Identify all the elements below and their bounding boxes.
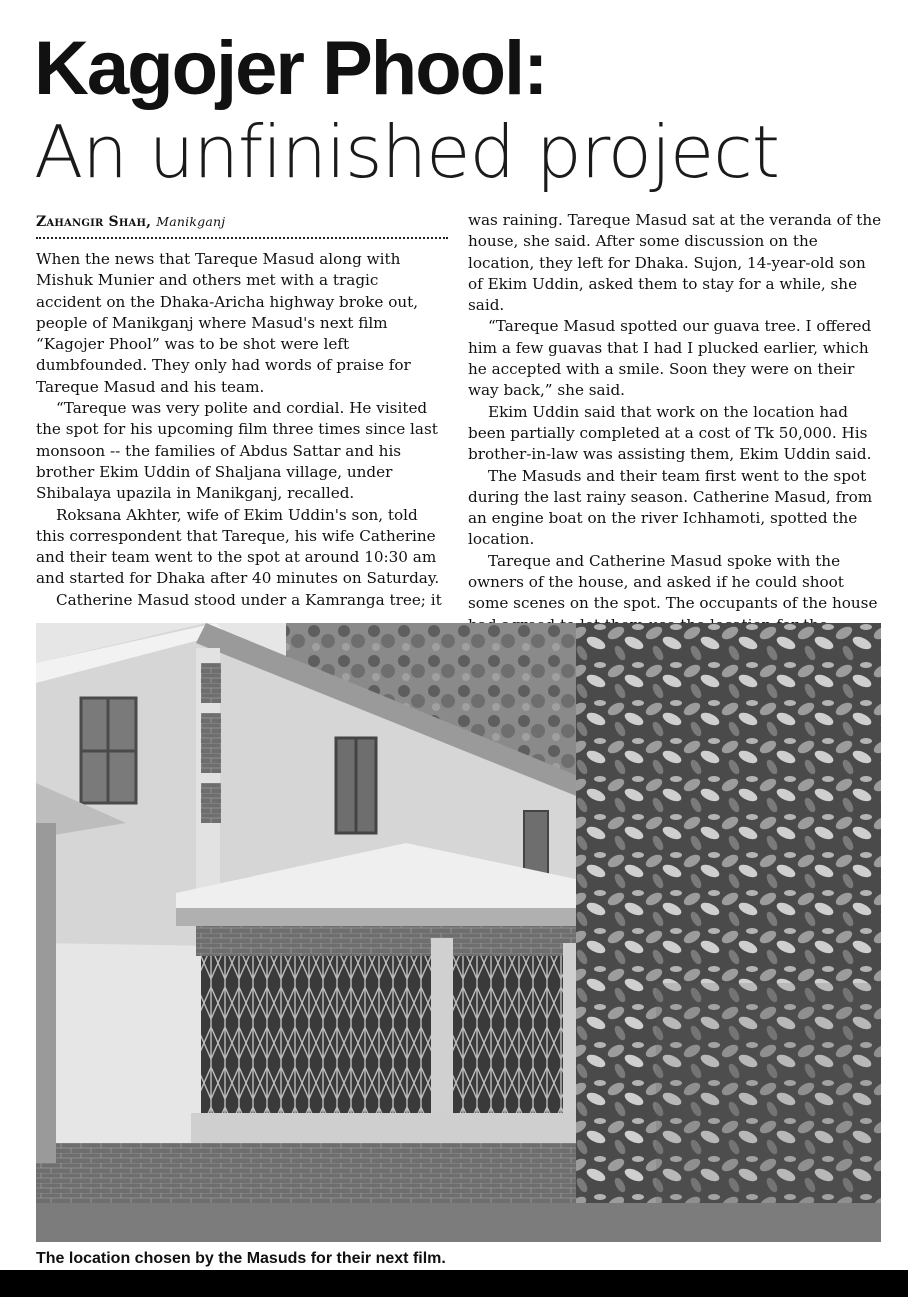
paragraph: The Masuds and their team first went to the spot during the last rainy season. Catherine Masud, from an engine boat on the river Ichhamoti, spotted the location. [468,466,873,549]
paragraph: When the news that Tareque Masud along with Mishuk Munier and others met with a tragic accident on the Dhaka-Aricha highway broke out, people of Manikganj where Masud's next film “Kagojer Phool” was to be shot were left dumbfounded. They only had words of praise for Tareque Masud and his team. [36,250,419,396]
house-photo [36,623,881,1242]
paragraph: Roksana Akhter, wife of Ekim Uddin's son, told this correspondent that Tareque, his wife Catherine and their team went to the spot at around 10:30 am and started for Dhaka after 40 minutes on Saturday. [36,505,440,588]
paragraph: “Tareque Masud spotted our guava tree. I offered him a few guavas that I had I plucked earlier, which he accepted with a smile. Soon they were on their way back,” she said. [468,317,872,400]
byline-location: Manikganj [156,214,226,229]
article-column-2 [468,210,882,657]
byline-author: Zahangir Shah, [36,214,152,230]
paragraph: Catherine Masud stood under a Kamranga tree; it [56,590,442,609]
paragraph: Tareque and Catherine Masud spoke with the owners of the house, and asked if he could shoot some scenes on the spot. The occupants of the house [468,551,878,613]
house-illustration [36,623,881,1242]
footer-bar [0,1270,908,1297]
byline-divider [36,237,448,239]
photo-caption: The location chosen by the Masuds for their next film. [36,1250,446,1267]
headline-line2: An unfinished project [34,110,779,194]
paragraph: was raining. Tareque Masud sat at the veranda of the house, she said. After some discussion on the location, they left for Dhaka. Sujon, 14-year-old son of Ekim Uddin, asked them to stay for a while, she said. [468,211,882,315]
paragraph: Ekim Uddin said that work on the location had been partially completed at a cost of Tk 50,000. His brother-in-law was assisting them, Ekim Uddin said. [468,402,872,464]
article-column-1 [36,210,448,611]
headline-line1: Kagojer Phool: [34,26,547,111]
paragraph: “Tareque was very polite and cordial. He visited the spot for his upcoming film three times since last monsoon -- the families of Abdus Sattar and his brother Ekim Uddin of Shaljana village, under Shibalaya upazila in Manikganj, recalled. [36,399,438,503]
byline [36,210,448,233]
